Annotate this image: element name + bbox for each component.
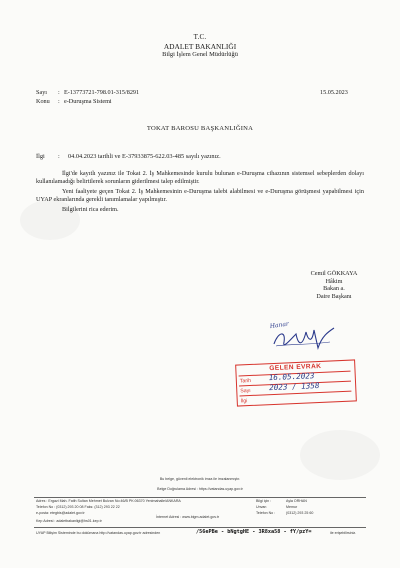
- konu-label: Konu: [36, 98, 50, 105]
- ref-sep: :: [58, 153, 60, 160]
- ref-label: İlgi: [36, 153, 45, 160]
- footer-unvan-label: Unvan: [256, 505, 267, 509]
- handwritten-note: Hanar: [269, 320, 290, 331]
- stamp-number-label: Sayı: [240, 387, 251, 395]
- paragraph-text: Yeni faaliyete geçen Tokat 2. İş Mahkemesinin e-Duruşma talebi alabilmesi ve e-Duruşma görüşmesi yapabilmesi için UYAP ekranlarında gerekli tanımlamalar yapılmıştır.: [36, 188, 364, 204]
- footer-uyap-note: UYAP Bilişim Sisteminde bu dokümana http://vatandas.uyap.gov.tr adresinden: [36, 531, 161, 535]
- footer-info-value: Ayla ORHAN: [286, 499, 307, 503]
- stamp-date-value: 16.05.2023: [268, 371, 315, 383]
- ref-value: 04.04.2023 tarihli ve E-37933875-622.03-485 sayılı yazınız.: [68, 153, 221, 160]
- handwritten-signature: [268, 318, 338, 354]
- footer-verify-note: Belge Doğrulama Adresi : https://vatandas.uyap.gov.tr: [157, 487, 243, 491]
- footer-tel-label: Telefon No :: [256, 511, 276, 515]
- stamp-number-value: 2023 / 1358: [268, 380, 320, 393]
- stamp-title: GELEN EVRAK: [269, 362, 322, 373]
- footer-uyap-end: ile erişebilirsiniz.: [330, 531, 357, 535]
- stamp-ref-label: İlgi: [240, 398, 248, 405]
- sayi-label: Sayı: [36, 89, 48, 96]
- footer-kep: Kep Adresi : adaletbakanligi@hs01.kep.tr: [36, 519, 102, 523]
- header-department: Bilgi İşlem Genel Müdürlüğü: [162, 51, 238, 58]
- footer-info-label: Bilgi için :: [256, 499, 272, 503]
- signature-block: [298, 270, 370, 300]
- addressee: TOKAT BAROSU BAŞKANLIĞINA: [146, 125, 254, 132]
- footer-address: Adres : Ergazi Mah. Fatih Sultan Mehmet Bulvarı No:46/B PK:06370 Yenimahalle/ANKARA: [36, 499, 181, 503]
- paragraph-text: İlgi'de kayıtlı yazınız ile Tokat 2. İş Mahkemesinde kurulu bulunan e-Duruşma cihazının sistemsel sebeplerden dolayı kullanılamadığı belirtilerek sorunların giderilmesi talep edilmiştir.: [36, 170, 364, 186]
- footer-verification-code: /56ePBe - bNgtgHE - 3R8xa58 - fY/pzY=: [196, 529, 312, 535]
- header-republic: T.C.: [193, 33, 207, 41]
- footer-rule-2: [34, 527, 366, 528]
- konu-sep: :: [58, 98, 60, 105]
- footer-email: e-posta: etegbis@adalet.gov.tr: [36, 511, 85, 515]
- header-ministry: ADALET BAKANLIĞI: [163, 42, 237, 51]
- footer-web: İnternet Adresi : www.bigm.adalet.gov.tr: [156, 515, 220, 519]
- footer-rule: [34, 497, 366, 498]
- footer-phone: Telefon No : (0312) 293 20 08 Faks: (312) 293 22 22: [36, 505, 120, 509]
- document-date: 15.05.2023: [320, 89, 348, 96]
- sayi-value: E-13773721-798.01-315/8291: [64, 89, 140, 96]
- signer-name: Cemil GÖKKAYA: [310, 270, 358, 277]
- signer-title-2: Bakan a.: [323, 285, 345, 293]
- body-paragraph-1: [36, 170, 364, 186]
- footer-tel-value: (0312) 293 25 60: [286, 511, 314, 515]
- body-paragraph-3: [36, 206, 364, 214]
- paper-texture: [300, 430, 380, 480]
- konu-value: e-Duruşma Sistemi: [64, 98, 112, 105]
- body-paragraph-2: [36, 188, 364, 204]
- signer-title-3: Daire Başkanı: [316, 292, 352, 300]
- incoming-document-stamp: [235, 359, 357, 406]
- stamp-date-label: Tarih: [239, 377, 252, 385]
- footer-unvan-value: Memur: [286, 505, 298, 509]
- paragraph-text: Bilgilerini rica ederim.: [62, 206, 119, 213]
- signer-title-1: Hâkim: [325, 277, 343, 285]
- footer-esign-note: Bu belge, güvenli elektronik imza ile imzalanmıştır.: [159, 477, 241, 481]
- sayi-sep: :: [58, 89, 60, 96]
